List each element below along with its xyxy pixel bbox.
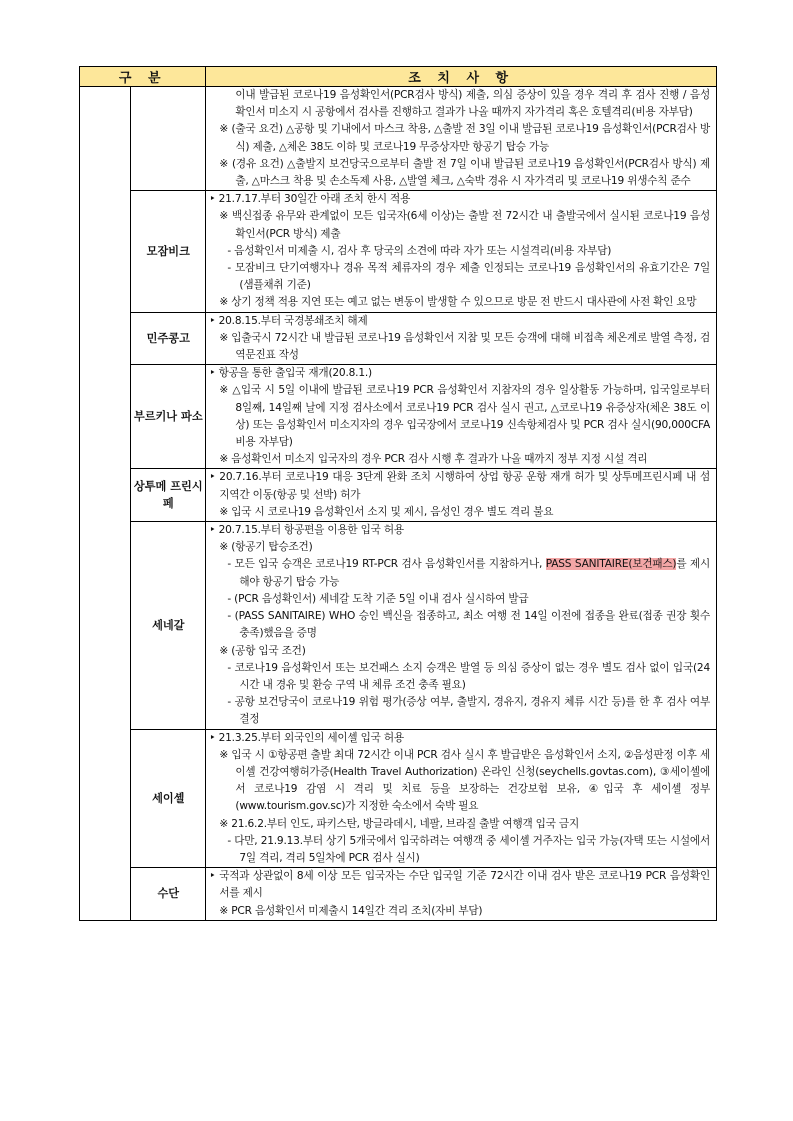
region-cell [80,87,131,921]
measure-line [209,556,710,590]
country-row [80,312,717,365]
country-name: 부르키나 파소 [131,365,206,469]
measure-line: - 코로나19 음성확인서 또는 보건패스 소지 승객은 발열 등 의심 증상이 없는 경우 별도 검사 없이 입국(24시간 내 경유 및 환승 구역 내 체류 조건 충족 필요) [227,661,710,691]
country-name: 세이셸 [131,729,206,868]
measure-line: ‣ 국적과 상관없이 8세 이상 모든 입국자는 수단 입국일 기준 72시간 이내 검사 받은 코로나19 PCR 음성확인서를 제시 [209,870,710,900]
country-row [80,87,717,191]
measure-line: ※ 입국 시 코로나19 음성확인서 소지 및 제시, 음성인 경우 별도 격리 불요 [219,505,554,518]
country-name: 상투메 프린시페 [131,469,206,522]
measure-line: ‣ 20.8.15.부터 국경봉쇄조치 해제 [209,314,368,327]
measures-table [79,66,717,921]
country-row [80,522,717,729]
measure-line: - (PCR 음성확인서) 세네갈 도착 기준 5일 이내 검사 실시하여 발급 [227,592,529,605]
measure-line: 이내 발급된 코로나19 음성확인서(PCR검사 방식) 제출, 의심 증상이 있을 경우 격리 후 검사 진행 / 음성확인서 미소지 시 공항에서 검사를 진행하고 결과가 나올 때까지 자가격리 혹은 호텔격리(비용 자부담) [235,89,710,119]
measure-text-after: 를 제시해야 항공기 탑승 가능 [239,558,710,588]
measure-line: ※ 입국 시 ①항공편 출발 최대 72시간 이내 PCR 검사 실시 후 발급받은 음성확인서 소지, ②음성판정 이후 세이셸 건강여행허가증(Health Travel Authorization) 온라인 신청(seychells.govtas.com), ③세이셸에서 코로나19 감염 시 격리 및 치료 등을 보장하는 건강보험 보유, ④입국 후 세이셸 정부(www.tourism.gov.sc)가 지정한 숙소에서 숙박 필요 [219,748,710,813]
country-name: 민주콩고 [131,312,206,365]
measures-cell [206,191,717,312]
measures-cell [206,312,717,365]
measures-cell [206,87,717,191]
header-category: 구 분 [80,67,206,87]
measure-line: ※ 입출국시 72시간 내 발급된 코로나19 음성확인서 지참 및 모든 승객에 대해 비접촉 체온계로 발열 측정, 검역문진표 작성 [219,331,710,362]
measure-text: - 모든 입국 승객은 코로나19 RT-PCR 검사 음성확인서를 지참하거나, [227,558,546,571]
table-body [80,67,717,921]
measure-line: ※ △입국 시 5일 이내에 발급된 코로나19 PCR 음성확인서 지참자의 경우 일상활동 가능하며, 입국일로부터 8일째, 14일째 날에 지정 검사소에서 코로나19 PCR 검사 실시 권고, △코로나19 유증상자(체온 38도 이상) 또는 음성확인서 미소지자의 경우 입국장에서 코로나19 신속항체검사 및 PCR 검사 실시(90,000CFA 비용 자부담) [219,384,710,449]
measure-line: ‣ 21.7.17.부터 30일간 아래 조치 한시 적용 [209,193,411,206]
measure-line: ※ 음성확인서 미소지 입국자의 경우 PCR 검사 시행 후 결과가 나올 때까지 정부 지정 시설 격리 [219,453,648,466]
measure-line: ‣ 항공을 통한 출입국 재개(20.8.1.) [209,367,372,380]
country-name: 수단 [131,868,206,921]
measure-line: ※ (공항 입국 조건) [219,644,306,657]
measure-line: ※ 상기 정책 적용 지연 또는 예고 없는 변동이 발생할 수 있으므로 방문 전 반드시 대사관에 사전 확인 요망 [219,296,697,309]
measure-line: - 다만, 21.9.13.부터 상기 5개국에서 입국하려는 여행객 중 세이셸 거주자는 입국 가능(자택 또는 시설에서 7일 격리, 격리 5일차에 PCR 검사 실시) [227,834,710,864]
measure-line: ※ PCR 음성확인서 미제출시 14일간 격리 조치(자비 부담) [219,904,483,917]
country-row [80,191,717,312]
measure-line: ‣ 21.3.25.부터 외국인의 세이셸 입국 허용 [209,731,404,744]
measures-cell [206,469,717,522]
measure-line: ※ 백신접종 유무와 관계없이 모든 입국자(6세 이상)는 출발 전 72시간 내 출발국에서 실시된 코로나19 음성확인서(PCR 방식) 제출 [219,210,710,240]
country-name: 세네갈 [131,522,206,729]
country-name: 모잠비크 [131,191,206,312]
country-row [80,469,717,522]
measure-line: ‣ 20.7.15.부터 항공편을 이용한 입국 허용 [209,524,404,537]
measure-line: ※ (항공기 탑승조건) [219,541,313,554]
table-header-row [80,67,717,87]
country-name [131,87,206,191]
measure-line: - 음성확인서 미제출 시, 검사 후 당국의 소견에 따라 자가 또는 시설격리(비용 자부담) [227,244,612,257]
measure-line: ※ (경유 요건) △출발지 보건당국으로부터 출발 전 7일 이내 발급된 코로나19 음성확인서(PCR검사 방식) 제출, △마스크 착용 및 손소독제 사용, △발열 체크, △숙박 경유 시 자가격리 및 코로나19 위생수칙 준수 [219,157,710,188]
measure-line: - 공항 보건당국이 코로나19 위험 평가(증상 여부, 출발지, 경유지, 경유지 체류 시간 등)를 한 후 검사 여부 결정 [227,696,710,726]
measure-line: ※ (출국 요건) △공항 및 기내에서 마스크 착용, △출발 전 3일 이내 발급된 코로나19 음성확인서(PCR검사 방식) 제출, △체온 38도 이하 및 코로나19 무증상자만 항공기 탑승 가능 [219,123,710,153]
country-row [80,729,717,868]
header-measures: 조 치 사 항 [206,67,717,87]
measure-line: - (PASS SANITAIRE) WHO 승인 백신을 접종하고, 최소 여행 전 14일 이전에 접종을 완료(접종 권장 횟수 충족)했음을 증명 [227,610,710,640]
measure-line: ‣ 20.7.16.부터 코로나19 대응 3단계 완화 조치 시행하여 상업 항공 운항 재개 허가 및 상투메프린시페 내 섬 지역간 이동(항공 및 선박) 허가 [209,471,710,501]
measure-line: ※ 21.6.2.부터 인도, 파키스탄, 방글라데시, 네팔, 브라질 출발 여행객 입국 금지 [219,817,579,830]
measures-cell [206,522,717,729]
measures-cell [206,729,717,868]
highlighted-text: PASS SANITAIRE(보건패스) [545,558,677,571]
measure-line: - 모잠비크 단기여행자나 경유 목적 체류자의 경우 제출 인정되는 코로나19 음성확인서의 유효기간은 7일(샘플채취 기준) [227,262,710,292]
measures-cell [206,365,717,469]
measures-cell [206,868,717,921]
country-row [80,868,717,921]
country-row [80,365,717,469]
